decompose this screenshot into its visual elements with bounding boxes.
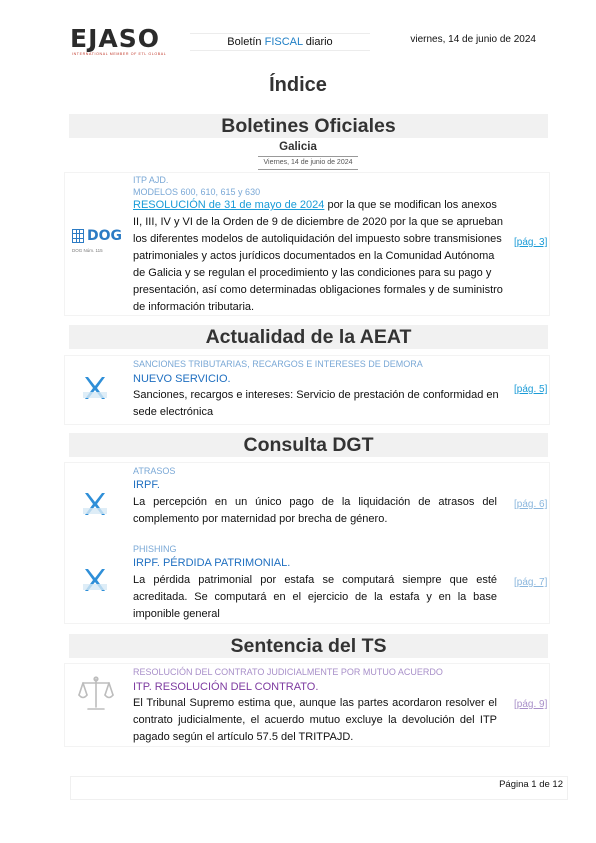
entry-category: SANCIONES TRIBUTARIAS, RECARGOS E INTERESES DE DEMORA — [133, 359, 423, 369]
page-title: Índice — [269, 74, 327, 96]
entry-category: RESOLUCIÓN DEL CONTRATO JUDICIALMENTE POR MUTUO ACUERDO — [133, 667, 443, 677]
entry-category: ITP AJD. — [133, 175, 169, 185]
entry-heading: NUEVO SERVICIO. — [133, 373, 231, 385]
page-ref-link[interactable]: [pág. 9] — [514, 699, 548, 710]
body-line-7: de información tributaria. — [133, 301, 255, 313]
entry-category: ATRASOS — [133, 466, 176, 476]
entry-body: La percepción en un único pago de la liquidación de atrasos del complemento por maternidad por brecha de género. — [133, 496, 497, 525]
page-ref-link[interactable]: [pág. 5] — [514, 384, 548, 395]
entry-heading: IRPF. — [133, 479, 160, 491]
body-line-6: presentación, así como determinadas obligaciones formales y de suministro — [133, 284, 503, 296]
entry-body: Sanciones, recargos e intereses: Servicio de prestación de conformidad en sede electrónica — [133, 389, 499, 418]
header-date: viernes, 14 de junio de 2024 — [410, 34, 536, 45]
dog-grid-icon — [72, 229, 84, 243]
dog-logo-small: DOG Núm. 115 — [72, 248, 103, 253]
dog-logo-text: DOG — [86, 228, 122, 244]
entry-body — [133, 197, 503, 316]
body-line-1: por la que se modifican los anexos — [324, 199, 497, 211]
section-aeat-title: Actualidad de la AEAT — [69, 325, 548, 349]
bulletin-highlight: FISCAL — [264, 36, 303, 48]
page-ref-link[interactable]: [pág. 3] — [514, 237, 548, 248]
page-ref-link[interactable]: [pág. 6] — [514, 499, 548, 510]
region-title: Galicia — [279, 141, 317, 153]
entry-category: PHISHING — [133, 544, 177, 554]
ejaso-logo: EJASO — [70, 24, 160, 53]
page-number: Página 1 de 12 — [499, 779, 563, 790]
section-ts-title: Sentencia del TS — [69, 634, 548, 658]
scales-of-justice-icon — [78, 675, 114, 713]
aeat-logo-icon — [82, 376, 108, 400]
logo-tagline: INTERNATIONAL MEMBER OF ETL GLOBAL — [72, 52, 167, 56]
aeat-logo-icon — [82, 568, 108, 592]
body-line-4: patrimoniales y actos jurídicos documentados en la Comunidad Autónoma — [133, 250, 495, 262]
entry-body: La pérdida patrimonial por estafa se computará siempre que esté acreditada. Se computará en el ejercicio de la estafa y en la base imponible general — [133, 574, 497, 620]
section-boletines-title: Boletines Oficiales — [69, 114, 548, 138]
aeat-logo-icon — [82, 492, 108, 516]
entry-heading: ITP. RESOLUCIÓN DEL CONTRATO. — [133, 681, 319, 693]
entry-body: El Tribunal Supremo estima que, aunque las partes acordaron resolver el contrato judicialmente, el acuerdo mutuo excluye la devolución del ITP pagado según el artículo 57.5 del TRITPAJD. — [133, 697, 497, 743]
body-line-2: II, III, IV y VI de la Orden de 9 de diciembre de 2020 por la que se aprueban — [133, 216, 503, 228]
bulletin-suffix: diario — [302, 36, 333, 48]
entry-heading: IRPF. PÉRDIDA PATRIMONIAL. — [133, 557, 291, 569]
resolution-link[interactable]: RESOLUCIÓN de 31 de mayo de 2024 — [133, 199, 325, 211]
entry-category-sub: MODELOS 600, 610, 615 y 630 — [133, 187, 261, 197]
dog-logo — [72, 228, 122, 253]
section-dgt-title: Consulta DGT — [69, 433, 548, 457]
bulletin-prefix: Boletín — [227, 36, 265, 48]
page-ref-link[interactable]: [pág. 7] — [514, 577, 548, 588]
body-line-3: los diferentes modelos de autoliquidación del impuesto sobre transmisiones — [133, 233, 502, 245]
region-date: Viernes, 14 de junio de 2024 — [258, 156, 358, 170]
body-line-5: de Galicia y se regulan el procedimiento y las condiciones para su pago y — [133, 267, 492, 279]
bulletin-title — [190, 33, 370, 51]
